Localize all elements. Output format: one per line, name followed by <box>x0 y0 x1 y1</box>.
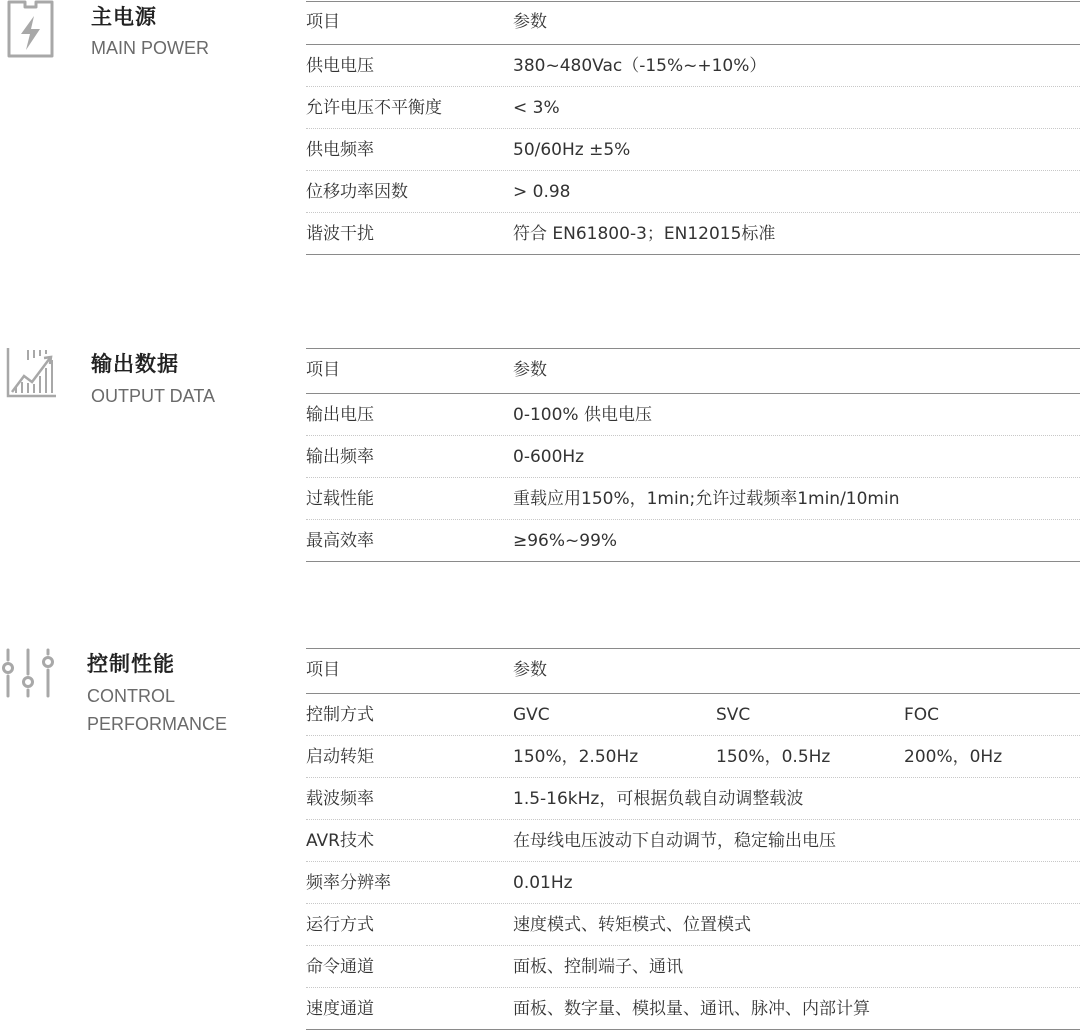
spec-table-output-data <box>306 349 1080 562</box>
row-label: 谐波干扰 <box>306 224 374 244</box>
row-label: 过载性能 <box>306 489 374 509</box>
table-row <box>306 904 1080 946</box>
row-value: 0.01Hz <box>513 873 573 893</box>
section-title-en: CONTROL <box>87 686 176 706</box>
header-item: 项目 <box>306 660 340 680</box>
row-value: 380~480Vac（-15%~+10%） <box>513 56 767 76</box>
row-value-gvc: GVC <box>513 705 550 725</box>
row-value-foc: 200%，0Hz <box>904 747 1003 767</box>
table-row <box>306 694 1080 736</box>
section-title-en: MAIN POWER <box>91 38 210 58</box>
row-label: 控制方式 <box>306 705 374 725</box>
row-value: < 3% <box>513 98 560 118</box>
header-item: 项目 <box>306 360 340 380</box>
table-row <box>306 45 1080 87</box>
row-value: 速度模式、转矩模式、位置模式 <box>513 915 751 935</box>
row-value-svc: SVC <box>716 705 751 725</box>
section-title-cn: 主电源 <box>91 5 157 29</box>
table-row <box>306 213 1080 255</box>
row-value: 0-100% 供电电压 <box>513 405 652 425</box>
row-label: 允许电压不平衡度 <box>306 98 442 118</box>
table-row <box>306 988 1080 1030</box>
row-value: 1.5-16kHz，可根据负载自动调整载波 <box>513 789 804 809</box>
table-row <box>306 171 1080 213</box>
row-label: AVR技术 <box>306 831 374 851</box>
section-title-cn: 控制性能 <box>87 652 175 676</box>
table-row <box>306 520 1080 562</box>
row-value: 50/60Hz ±5% <box>513 140 631 160</box>
row-value-foc: FOC <box>904 705 940 725</box>
row-label: 输出频率 <box>306 447 374 467</box>
table-header-row <box>306 349 1080 394</box>
table-row <box>306 820 1080 862</box>
header-item: 项目 <box>306 12 340 32</box>
row-value-svc: 150%，0.5Hz <box>716 747 831 767</box>
rising-chart-icon <box>6 346 58 402</box>
row-value: > 0.98 <box>513 182 571 202</box>
row-value: 重载应用150%，1min;允许过载频率1min/10min <box>513 489 900 509</box>
table-row <box>306 478 1080 520</box>
header-param: 参数 <box>513 660 547 680</box>
row-value-gvc: 150%，2.50Hz <box>513 747 639 767</box>
row-label: 最高效率 <box>306 531 374 551</box>
row-label: 频率分辨率 <box>306 873 391 893</box>
table-row <box>306 87 1080 129</box>
battery-bolt-icon <box>6 0 54 62</box>
row-value: 面板、数字量、模拟量、通讯、脉冲、内部计算 <box>513 999 870 1019</box>
row-label: 供电电压 <box>306 56 374 76</box>
table-header-row <box>306 649 1080 694</box>
row-label: 运行方式 <box>306 915 374 935</box>
row-value: 符合 EN61800-3；EN12015标准 <box>513 224 776 244</box>
section-title-en: OUTPUT DATA <box>91 386 216 406</box>
header-param: 参数 <box>513 12 547 32</box>
table-row <box>306 436 1080 478</box>
table-row <box>306 778 1080 820</box>
row-label: 供电频率 <box>306 140 374 160</box>
table-row <box>306 394 1080 436</box>
header-param: 参数 <box>513 360 547 380</box>
spec-table-control-performance <box>306 649 1080 1030</box>
row-value: 在母线电压波动下自动调节，稳定输出电压 <box>513 831 836 851</box>
row-label: 载波频率 <box>306 789 374 809</box>
table-header-row <box>306 2 1080 45</box>
row-label: 速度通道 <box>306 999 374 1019</box>
row-value: ≥96%~99% <box>513 531 618 551</box>
table-row <box>306 946 1080 988</box>
table-row <box>306 129 1080 171</box>
spec-table-main-power <box>306 2 1080 255</box>
section-title-en-line2: PERFORMANCE <box>87 714 228 734</box>
section-title-cn: 输出数据 <box>91 352 179 376</box>
row-label: 命令通道 <box>306 957 374 977</box>
row-value: 面板、控制端子、通讯 <box>513 957 683 977</box>
sliders-icon <box>0 646 56 704</box>
row-value: 0-600Hz <box>513 447 585 467</box>
row-label: 启动转矩 <box>306 747 374 767</box>
table-row <box>306 862 1080 904</box>
row-label: 位移功率因数 <box>306 182 408 202</box>
row-label: 输出电压 <box>306 405 374 425</box>
table-row <box>306 736 1080 778</box>
